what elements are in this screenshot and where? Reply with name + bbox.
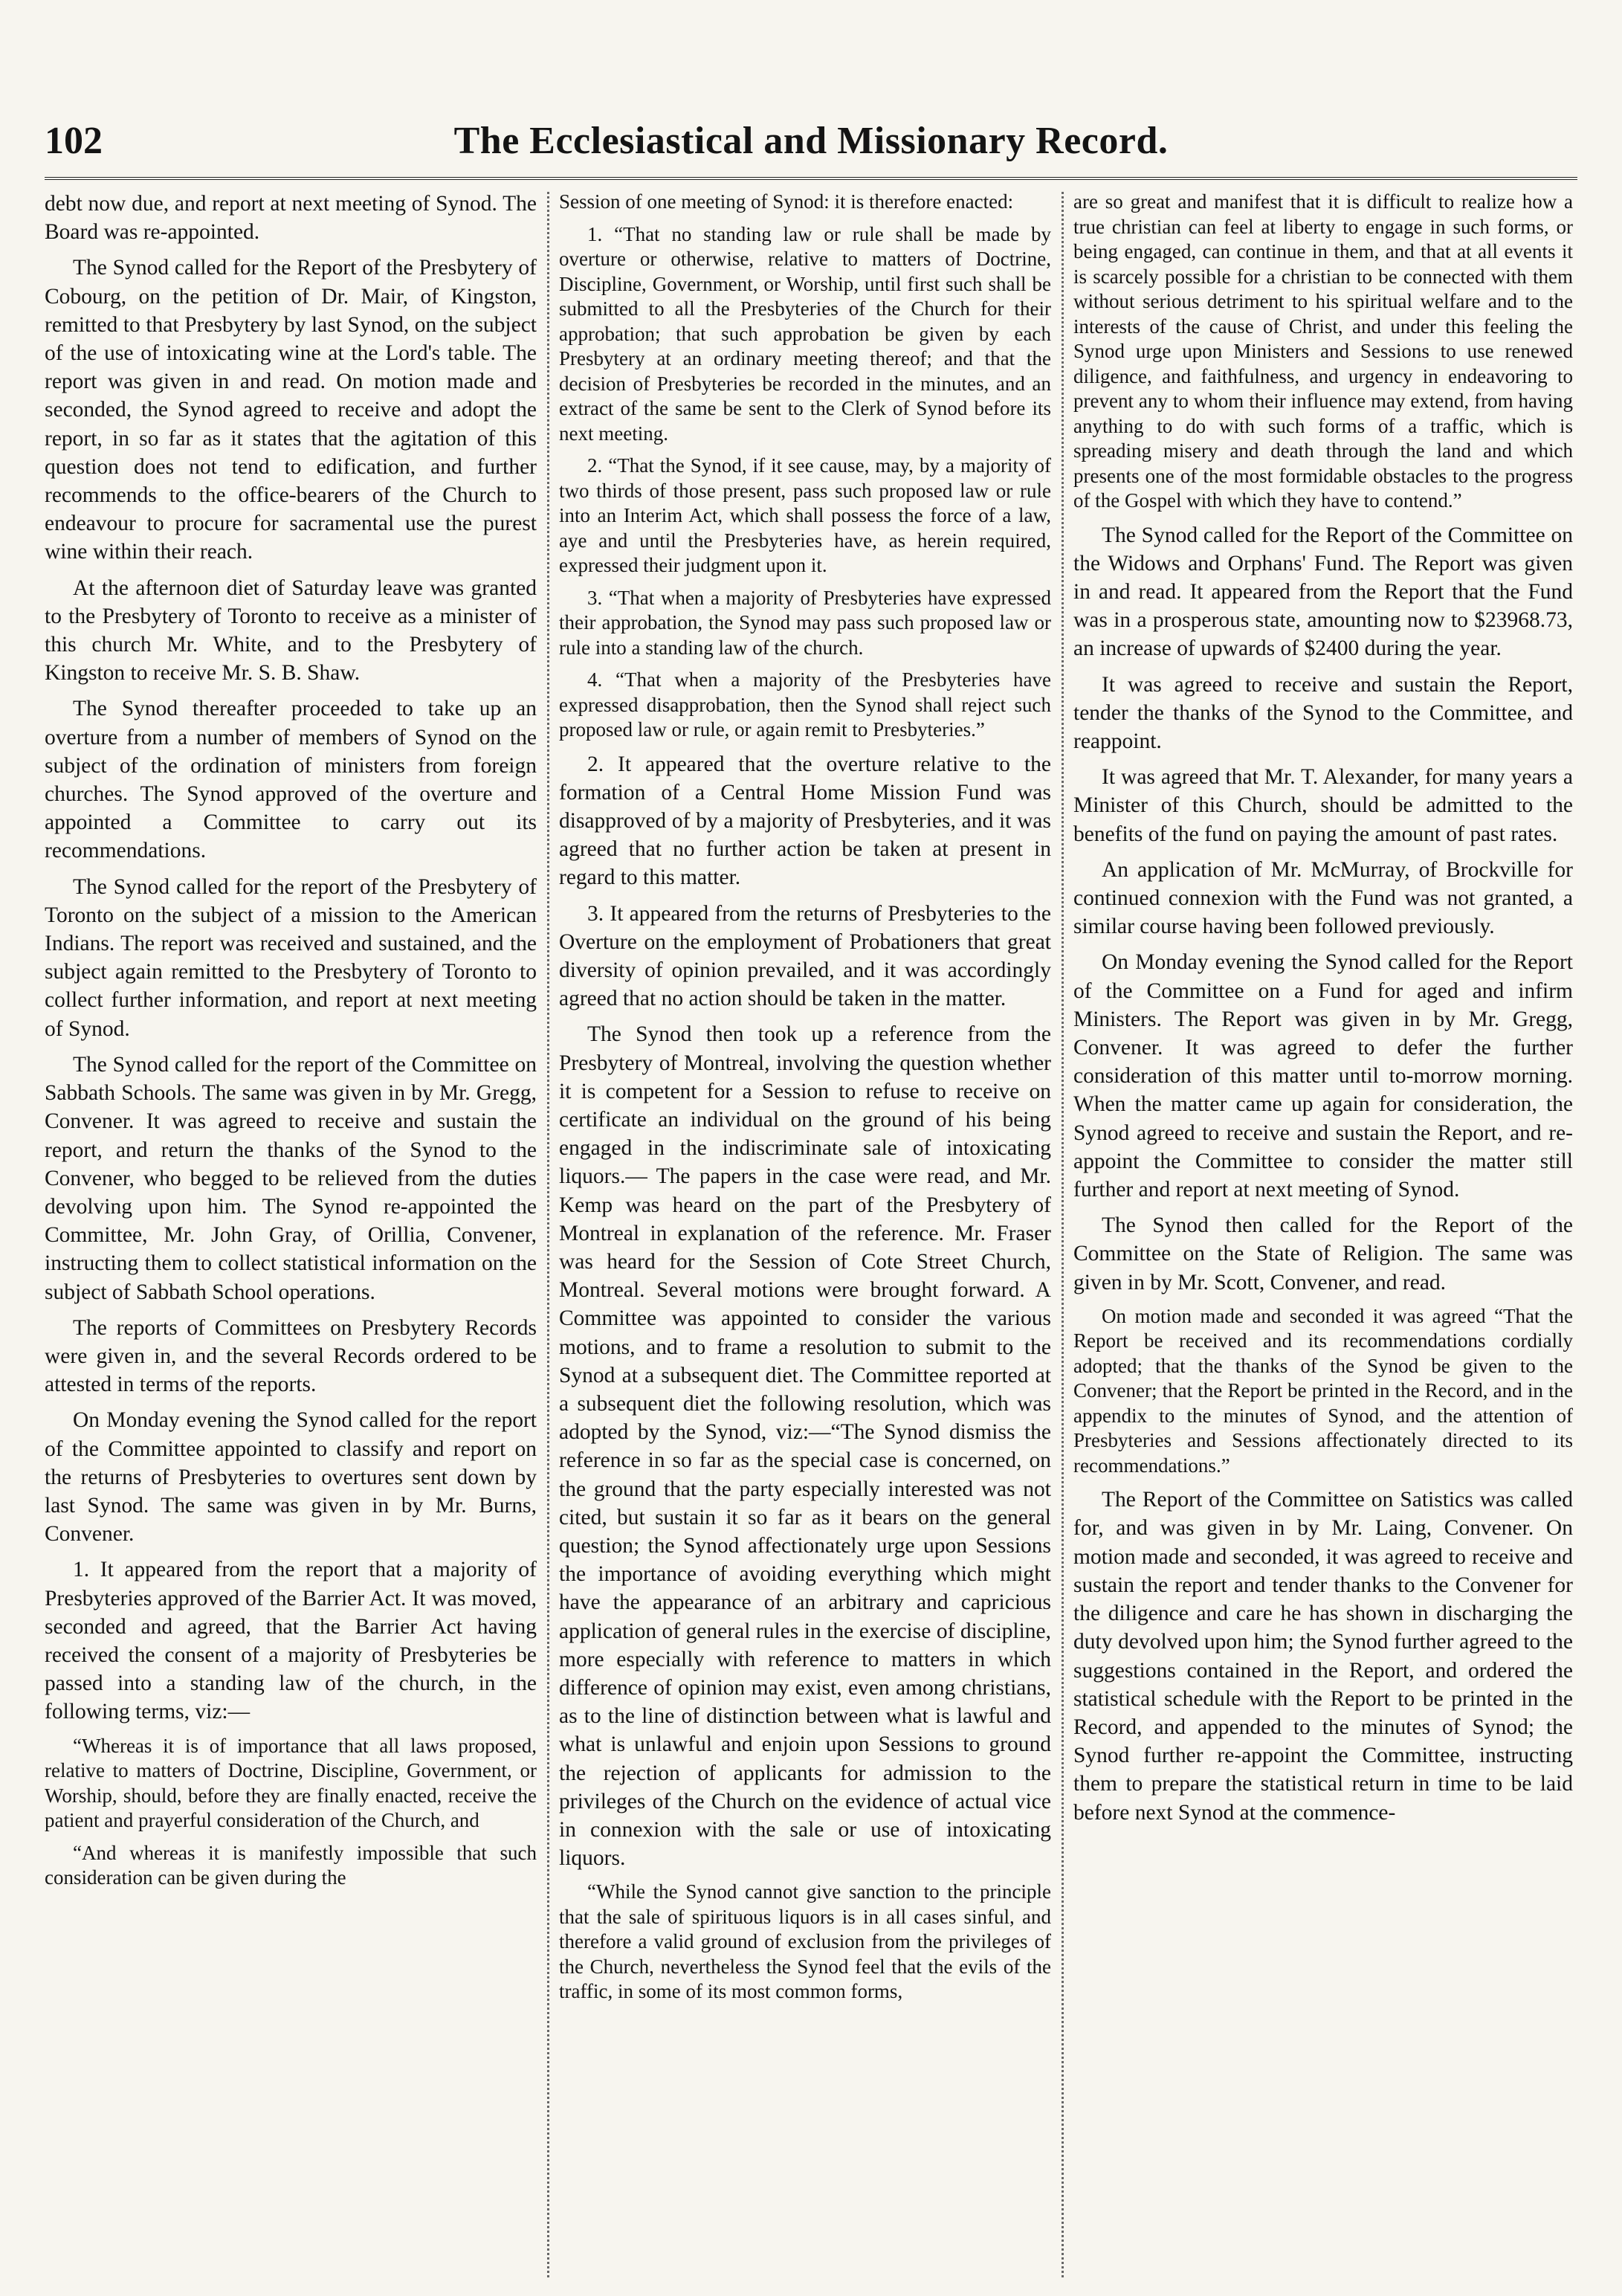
paragraph: On Monday evening the Synod called for the Report of the Committee on a Fund for aged and infirm Ministers. The Report was given in by Mr. Gregg, Convener. It was agreed to defer the further consideration of this matter until to-morrow morning. When the matter came up again for consideration, the Synod agreed to receive and sustain the Report, and re-appoint the Committee to consider the matter still further and report at next meeting of Synod. [1073,950,1573,1202]
paragraph: debt now due, and report at next meeting of Synod. The Board was re-appointed. [45,192,537,245]
paragraph: An application of Mr. McMurray, of Brockville for continued connexion with the Fund was not granted, a similar course having been followed previously. [1073,857,1573,939]
quoted-paragraph: 1. “That no standing law or rule shall be made by overture or otherwise, relative to matters of Doctrine, Discipline, Government, or Worship, until first such shall be submitted to all the Presbyteries of the Church for their approbation; that such approbation be given by each Presbytery at an ordinary meeting thereof; and that the decision of Presbyteries be recorded in the minutes, and an extract of the same be sent to the Clerk of Synod before its next meeting. [559,222,1051,445]
column-1 [45,190,537,2279]
paragraph: At the afternoon diet of Saturday leave was granted to the Presbytery of Toronto to receive as a minister of this church Mr. White, and to the Presbytery of Kingston to receive Mr. S. B. Shaw. [45,575,537,686]
paragraph: On Monday evening the Synod called for the report of the Committee appointed to classify and report on the returns of Presbyteries to overtures sent down by last Synod. The same was given in by Mr. Burns, Convener. [45,1408,537,1547]
paragraph: The Synod called for the report of the Presbytery of Toronto on the subject of a mission to the American Indians. The report was received and sustained, and the subject again remitted to the Presbytery of Toronto to collect further information, and report at next meeting of Synod. [45,874,537,1041]
header-rule [45,177,1577,180]
paragraph: The Report of the Committee on Satistics was called for, and was given in by Mr. Laing, Convener. On motion made and seconded, it was agreed to receive and sustain the report and tender thanks to the Convener for the diligence and care he has shown in discharging the duty devolved upon him; the Synod further agreed to the suggestions contained in the Report, and ordered the statistical schedule with the Report to be printed in the Record, and appended to the minutes of Synod; the Synod further re-appoint the Committee, instructing them to prepare the statistical return in time to be laid before next Synod at the commence- [1073,1488,1573,1825]
quoted-paragraph: “While the Synod cannot give sanction to the principle that the sale of spirituous liquors is in all cases sinful, and therefore a valid ground of exclusion from the privileges of the Church, nevertheless the Synod feel that the evils of the traffic, in some of its most common forms, [559,1880,1051,2003]
paragraph: The reports of Committees on Presbytery Records were given in, and the several Records ordered to be attested in terms of the reports. [45,1315,537,1397]
paragraph: The Synod thereafter proceeded to take up an overture from a number of members of Synod on the subject of the ordination of ministers from foreign churches. The Synod approved of the overture and appointed a Committee to carry out its recommendations. [45,697,537,863]
quoted-paragraph: 3. “That when a majority of Presbyteries have expressed their approbation, the Synod may pass such proposed law or rule into a standing law of the church. [559,586,1051,659]
column-3 [1073,190,1573,2279]
paragraph: The Synod called for the report of the Committee on Sabbath Schools. The same was given in by Mr. Gregg, Convener. It was agreed to receive and sustain the report, and return the thanks of the Synod to the Convener, who begged to be relieved from the duties devolving upon him. The Synod re-appointed the Committee, Mr. John Gray, of Orillia, Convener, instructing them to collect statistical information on the subject of Sabbath School operations. [45,1052,537,1304]
quoted-paragraph: On motion made and seconded it was agreed “That the Report be received and its recommendations cordially adopted; that the thanks of the Synod be given to the Convener; that the Report be printed in the Record, and in the appendix to the minutes of Synod, and the attention of Presbyteries and Sessions affectionately directed to its recommendations.” [1073,1304,1573,1477]
quoted-paragraph: “Whereas it is of importance that all laws proposed, relative to matters of Doctrine, Discipline, Government, or Worship, should, before they are finally enacted, receive the patient and prayerful consideration of the Church, and [45,1734,537,1832]
quoted-paragraph: 2. “That the Synod, if it see cause, may, by a majority of two thirds of those present, pass such proposed law or rule into an Interim Act, which shall possess the force of a law, aye and until the Presbyteries have, as herein required, expressed their judgment upon it. [559,454,1051,576]
paragraph: It was agreed to receive and sustain the Report, tender the thanks of the Synod to the Committee, and reappoint. [1073,672,1573,753]
paragraph: 3. It appeared from the returns of Presbyteries to the Overture on the employment of Probationers that great diversity of opinion prevailed, and it was accordingly agreed that no action should be taken in the matter. [559,901,1051,1011]
paragraph: The Synod then called for the Report of the Committee on the State of Religion. The same was given in by Mr. Scott, Convener, and read. [1073,1213,1573,1294]
paragraph: The Synod then took up a reference from the Presbytery of Montreal, involving the question whether it is competent for a Session to refuse to receive on certificate an individual on the ground of his being engaged in the indiscriminate sale of intoxicating liquors.— The papers in the case were read, and Mr. Kemp was heard on the part of the Presbytery of Montreal in explanation of the reference. Mr. Fraser was heard for the Session of Cote Street Church, Montreal. Several motions were brought forward. A Committee was appointed to consider the various motions, and to frame a resolution to submit to the Synod at a subsequent diet. The Committee reported at a subsequent diet the following resolution, which was adopted by the Synod, viz:—“The Synod dismiss the reference in so far as the special case is concerned, on the ground that the party especially interested was not cited, but sustain it so far as it bears on the general question; the Synod affectionately urge upon Sessions the importance of avoiding everything which might have the appearance of an arbitrary and capricious application of general rules in the exercise of discipline, more especially with reference to matters in which difference of opinion may exist, even among christians, as to the line of distinction between what is lawful and what is unlawful and enjoin upon Sessions to ground the rejection of applicants for admission to the privileges of the Church on the evidence of actual vice in connexion with the sale or use of intoxicating liquors. [559,1022,1051,1871]
quoted-paragraph: are so great and manifest that it is difficult to realize how a true christian can feel at liberty to engage in such forms, or being engaged, can continue in them, and that at all events it is scarcely possible for a christian to be connected with them without serious detriment to his spiritual welfare and to the interests of the cause of Christ, and under this feeling the Synod urge upon Ministers and Sessions to use renewed diligence, and faithfulness, and urgency in endeavoring to prevent any to whom their influence may extend, from having anything to do with such forms of a traffic, which is spreading misery and death through the land and which presents one of the most formidable obstacles to the progress of the Gospel with which they have to contend.” [1073,190,1573,512]
paragraph: The Synod called for the Report of the Presbytery of Cobourg, on the petition of Dr. Mair, of Kingston, remitted to that Presbytery by last Synod, on the subject of the use of intoxicating wine at the Lord's table. The report was given in and read. On motion made and seconded, the Synod agreed to receive and adopt the report, in so far as it states that the agitation of this question does not tend to edification, and further recommends to the office-bearers of the Church to endeavour to procure for sacramental use the purest wine within their reach. [45,256,537,564]
column-2 [559,190,1051,2279]
paragraph: It was agreed that Mr. T. Alexander, for many years a Minister of this Church, should be admitted to the benefits of the fund on paying the amount of past rates. [1073,765,1573,846]
column-divider [547,192,549,2277]
page-number: 102 [45,120,103,162]
quoted-paragraph: Session of one meeting of Synod: it is therefore enacted: [559,190,1014,213]
paragraph: 2. It appeared that the overture relative to the formation of a Central Home Mission Fund was disapproved of by a majority of Presbyteries, and it was agreed that no further action be taken at present in regard to this matter. [559,752,1051,890]
running-title: The Ecclesiastical and Missionary Record. [453,120,1169,162]
page-header [45,112,1577,171]
quoted-paragraph: 4. “That when a majority of the Presbyteries have expressed disapprobation, then the Synod shall reject such proposed law or rule, or again remit to Presbyteries.” [559,668,1051,741]
column-divider [1062,192,1064,2277]
paragraph: The Synod called for the Report of the Committee on the Widows and Orphans' Fund. The Report was given in and read. It appeared from the Report that the Fund was in a prosperous state, amounting now to $23968.73, an increase of upwards of $2400 during the year. [1073,523,1573,661]
quoted-paragraph: “And whereas it is manifestly impossible that such consideration can be given during the [45,1841,537,1889]
paragraph: 1. It appeared from the report that a majority of Presbyteries approved of the Barrier Act. It was moved, seconded and agreed, that the Barrier Act having received the consent of a majority of Presbyteries be passed into a standing law of the church, in the following terms, viz:— [45,1558,537,1724]
